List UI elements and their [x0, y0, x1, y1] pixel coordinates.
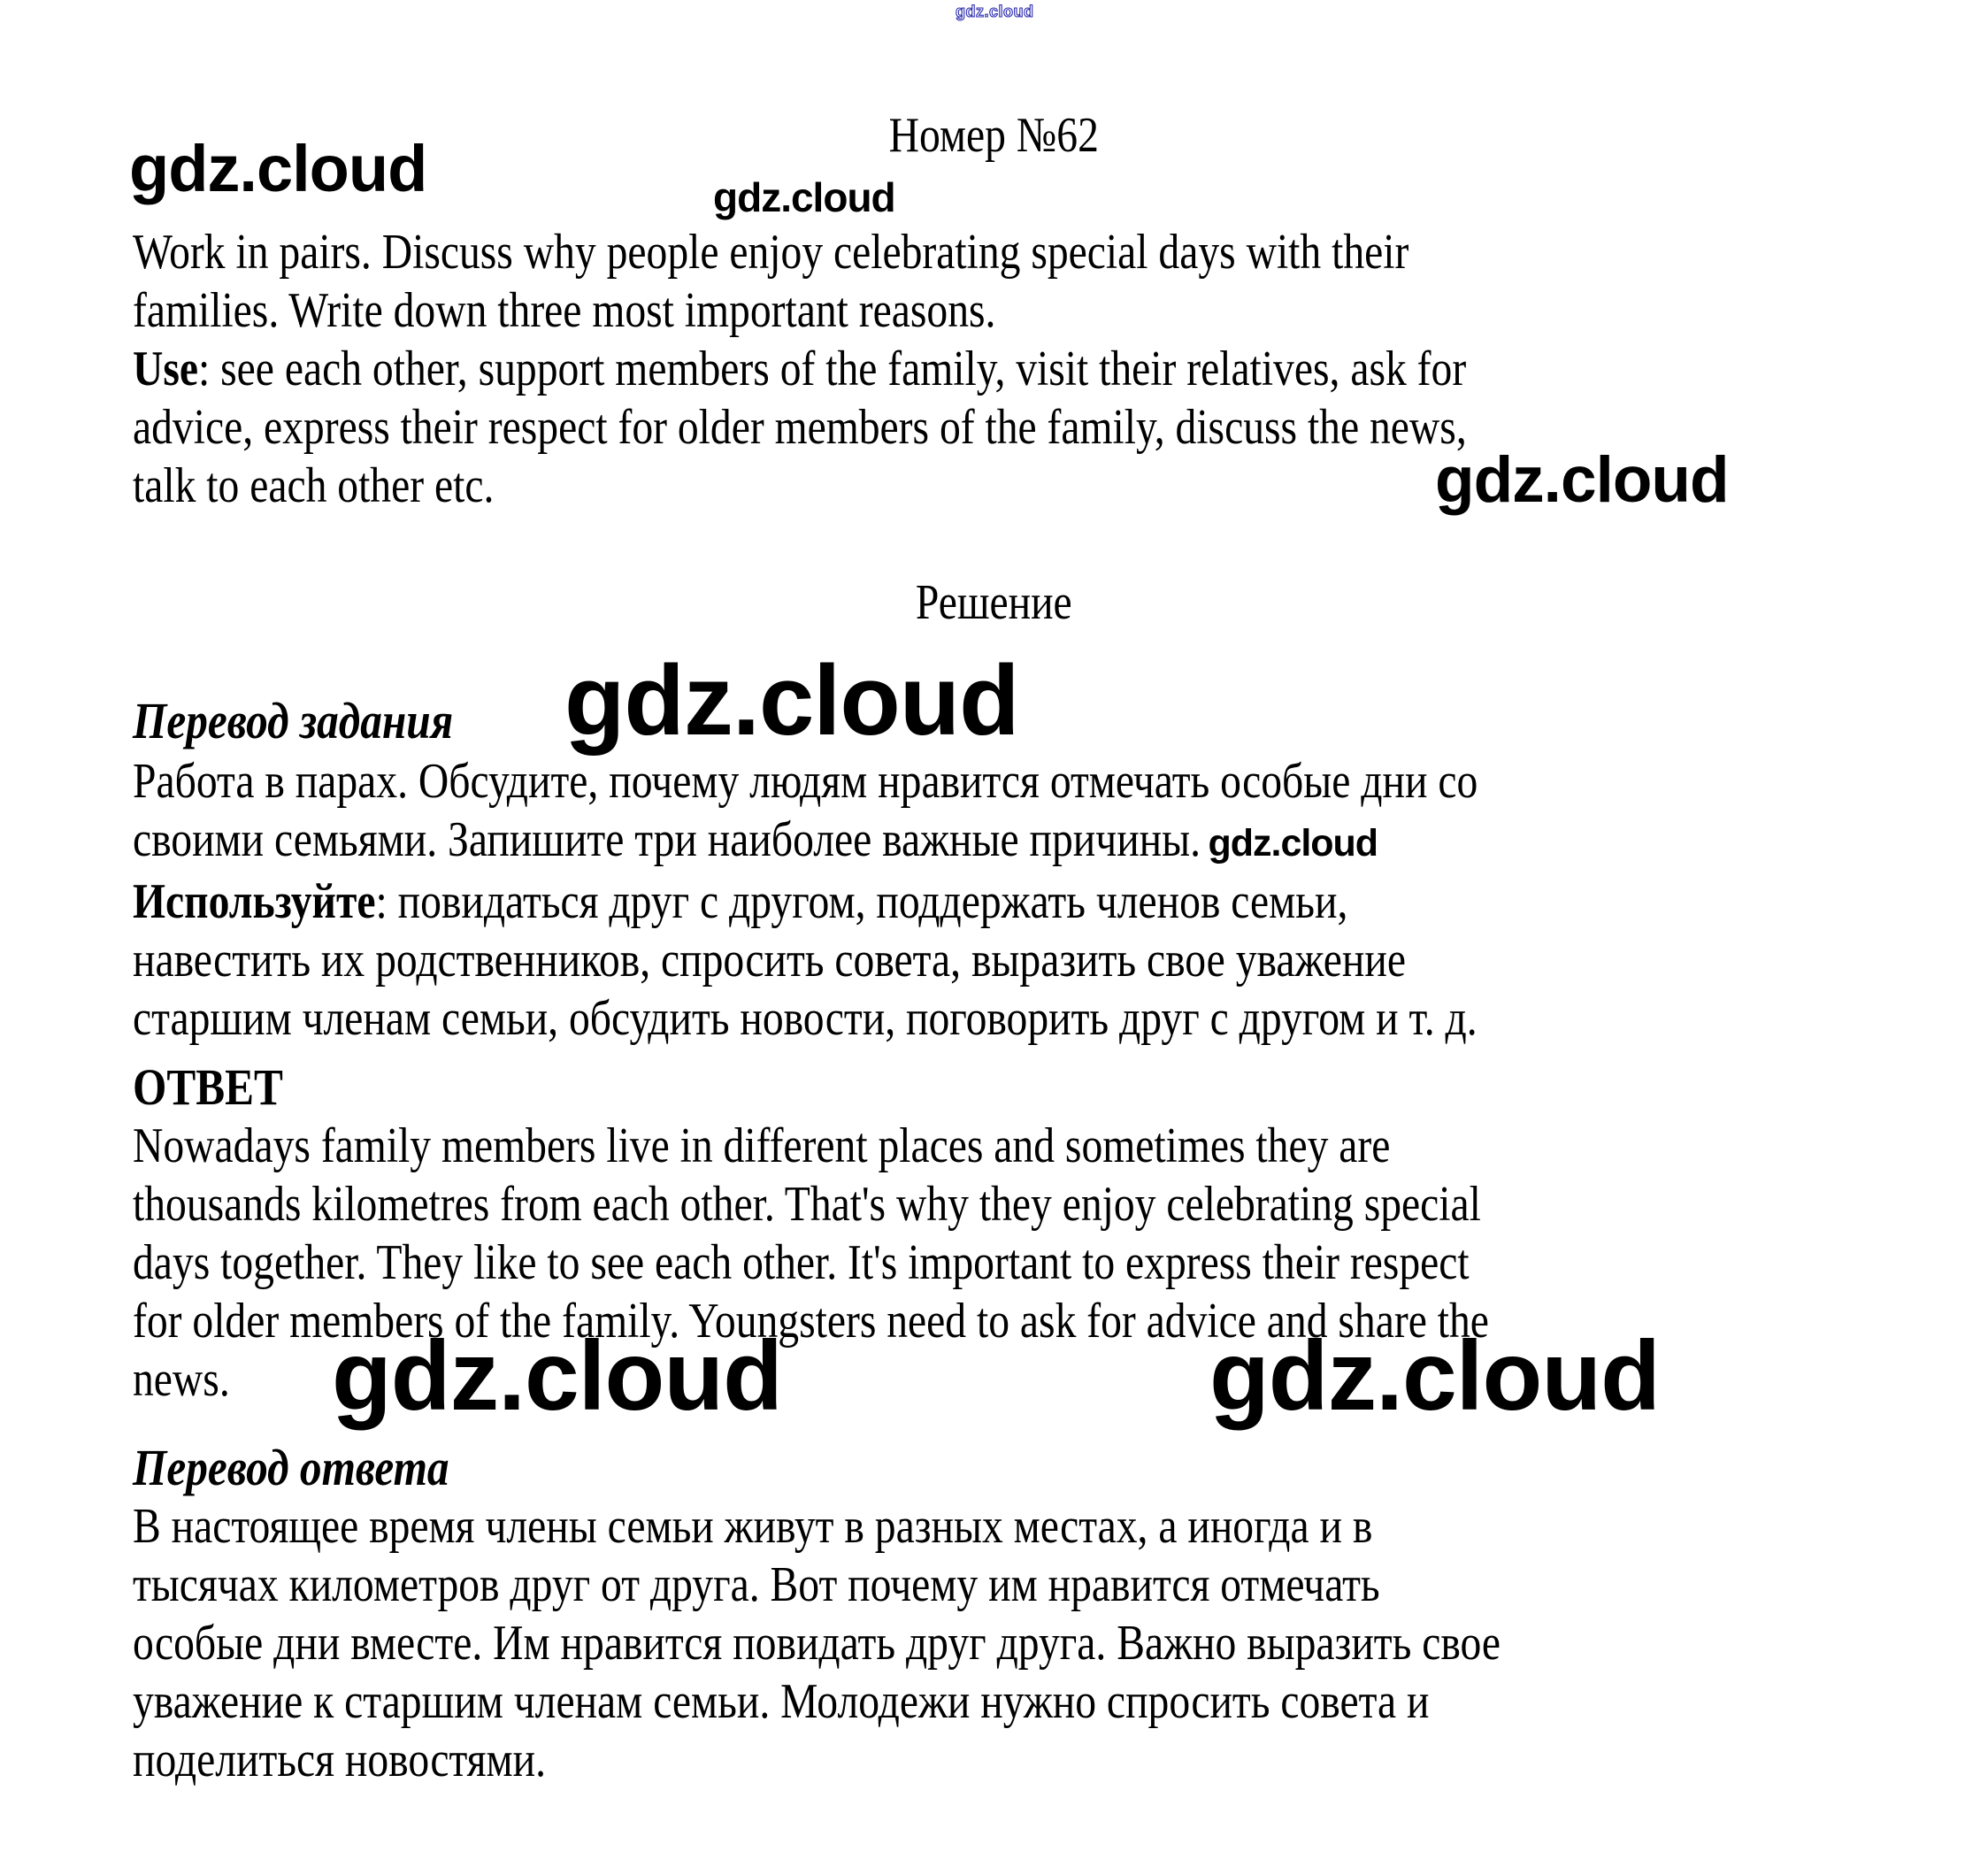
task-translation-use-line-1	[133, 872, 1478, 931]
watermark-gdz-cloud-center: gdz.cloud	[713, 174, 895, 220]
answer-translation-text	[133, 1497, 1501, 1789]
solution-heading: Решение	[915, 575, 1072, 630]
task-use-line-2: advice, express their respect for older members of the family, discuss the news,	[133, 400, 1467, 455]
answer-line-2: thousands kilometres from each other. That's why they enjoy celebrating special	[133, 1177, 1481, 1232]
answer-heading: ОТВЕТ	[133, 1058, 283, 1116]
task-use-label: Use	[133, 342, 199, 396]
watermark-gdz-cloud-bottom-right: gdz.cloud	[1209, 1321, 1660, 1431]
task-translation-use-line-3: старшим членам семьи, обсудить новости, поговорить друг с другом и т. д.	[133, 991, 1478, 1046]
answer-translation-line-3: особые дни вместе. Им нравится повидать друг друга. Важно выразить свое	[133, 1616, 1501, 1671]
watermark-gdz-cloud-left: gdz.cloud	[129, 132, 427, 205]
task-translation-use-label: Используйте	[133, 874, 376, 929]
task-translation-use-line-2: навестить их родственников, спросить совета, выразить свое уважение	[133, 933, 1406, 987]
answer-translation-line-5: поделиться новостями.	[133, 1733, 547, 1787]
answer-translation-line-2: тысячах километров друг от друга. Вот почему им нравится отмечать	[133, 1557, 1380, 1612]
task-use-line-1	[133, 340, 1467, 398]
watermark-gdz-cloud-right: gdz.cloud	[1435, 444, 1729, 516]
answer-line-4: for older members of the family. Youngsters need to ask for advice and share the	[133, 1294, 1489, 1349]
answer-translation-heading: Перевод ответа	[133, 1439, 449, 1496]
answer-translation-line-1: В настоящее время члены семьи живут в разных местах, а иногда и в	[133, 1499, 1373, 1554]
task-intro-line-1: Work in pairs. Discuss why people enjoy celebrating special days with their	[133, 225, 1409, 280]
exercise-title: Номер №62	[888, 108, 1099, 163]
answer-line-1: Nowadays family members live in different places and sometimes they are	[133, 1118, 1391, 1173]
task-intro-line-2: families. Write down three most important reasons.	[133, 283, 996, 338]
watermark-gdz-cloud-inline: gdz.cloud	[1208, 822, 1378, 864]
task-use-text-1: : see each other, support members of the family, visit their relatives, ask for	[198, 342, 1467, 396]
watermark-gdz-cloud-large: gdz.cloud	[564, 645, 1019, 756]
task-use-line-3: talk to each other etc.	[133, 458, 495, 513]
task-translation-line-1: Работа в парах. Обсудите, почему людям нравится отмечать особые дни со	[133, 754, 1478, 809]
task-translation-heading: Перевод задания	[133, 692, 454, 749]
task-text	[133, 223, 1467, 515]
task-translation-line-2-text: своими семьями. Запишите три наиболее важные причины.	[133, 812, 1201, 867]
watermark-gdz-cloud-bottom-left: gdz.cloud	[332, 1321, 782, 1431]
answer-line-3: days together. They like to see each other. It's important to express their respect	[133, 1235, 1470, 1290]
watermark-gdz-cloud-top: gdz.cloud	[956, 3, 1034, 20]
answer-translation-line-4: уважение к старшим членам семьи. Молодежи нужно спросить совета и	[133, 1674, 1430, 1729]
answer-line-5: news.	[133, 1352, 230, 1407]
task-translation-line-2	[133, 811, 1478, 872]
task-translation-text	[133, 752, 1478, 1048]
task-translation-use-text-1: : повидаться друг с другом, поддержать членов семьи,	[375, 874, 1348, 929]
